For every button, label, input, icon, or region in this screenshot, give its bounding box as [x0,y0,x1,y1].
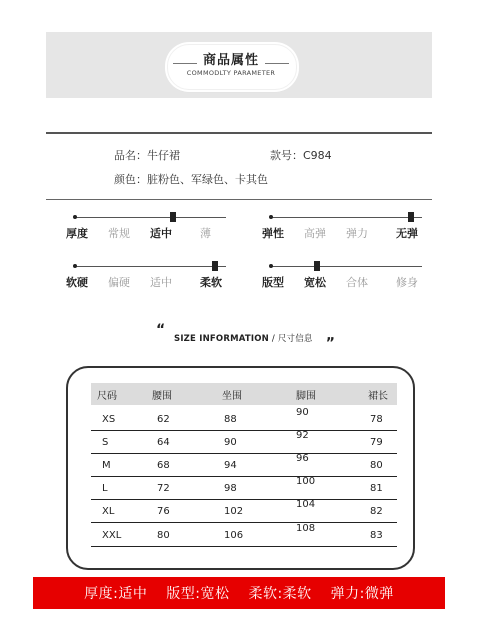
size-table-header-bg [91,383,397,405]
attribute-name: 弹性 [262,227,284,240]
attribute-option-selected: 无弹 [396,227,418,240]
attribute-name: 版型 [262,276,284,289]
attribute-option-selected: 柔软 [200,276,222,289]
scale-start-dot [73,215,77,219]
table-cell: 68 [157,460,170,471]
table-cell: 108 [296,523,316,534]
attribute-option: 薄 [200,227,211,240]
table-header-cell: 脚围 [296,391,316,402]
table-cell: 72 [157,483,170,494]
quote-close: „ [326,328,336,344]
table-cell: 79 [370,437,383,448]
summary-item: 柔软:柔软 [248,586,312,602]
table-row-divider [91,430,397,431]
attribute-option: 高弹 [304,227,326,240]
scale-track [270,217,422,218]
product-sku: 款号：C984 [270,149,332,162]
summary-item: 厚度:适中 [84,586,148,602]
size-info-title: SIZE INFORMATION / 尺寸信息 [174,334,313,344]
table-cell: 98 [224,483,237,494]
scale-track [74,266,226,267]
table-cell: 62 [157,414,170,425]
table-cell: 100 [296,476,316,487]
summary-item: 弹力:微弹 [330,586,394,602]
attribute-option: 常规 [108,227,130,240]
table-cell: 80 [157,530,170,541]
table-cell: 90 [224,437,237,448]
table-cell: 96 [296,453,309,464]
table-cell: 83 [370,530,383,541]
table-row-divider [91,476,397,477]
scale-marker [314,261,320,271]
table-header-cell: 裙长 [368,391,388,402]
table-header-cell: 腰围 [152,391,172,402]
table-cell: XL [102,506,115,517]
attribute-option-selected: 适中 [150,227,172,240]
table-cell: 88 [224,414,237,425]
table-cell: M [102,460,111,471]
table-cell: 94 [224,460,237,471]
table-cell: 102 [224,506,244,517]
scale-start-dot [73,264,77,268]
attribute-option: 偏硬 [108,276,130,289]
page-subtitle: COMMODLTY PARAMETER [186,69,276,77]
table-cell: XS [102,414,116,425]
scale-track [270,266,422,267]
table-header-cell: 坐围 [222,391,242,402]
scale-marker [212,261,218,271]
table-cell: 80 [370,460,383,471]
divider-mid [46,199,432,200]
table-row-divider [91,522,397,523]
table-cell: 104 [296,499,316,510]
table-cell: 90 [296,407,309,418]
table-cell: L [102,483,108,494]
table-cell: XXL [102,530,122,541]
table-cell: 82 [370,506,383,517]
attribute-option: 适中 [150,276,172,289]
table-cell: 78 [370,414,383,425]
table-row-divider [91,453,397,454]
summary-item: 版型:宽松 [166,586,230,602]
attribute-name: 厚度 [66,227,88,240]
page-title: 商品属性 [167,49,295,68]
scale-marker [408,212,414,222]
table-header-cell: 尺码 [97,391,117,402]
table-cell: S [102,437,109,448]
table-row-divider [91,546,397,547]
quote-open: “ [156,322,166,338]
table-cell: 106 [224,530,244,541]
summary-text [33,583,445,603]
table-cell: 64 [157,437,170,448]
table-cell: 81 [370,483,383,494]
scale-start-dot [269,215,273,219]
scale-marker [170,212,176,222]
scale-start-dot [269,264,273,268]
attribute-option: 修身 [396,276,418,289]
attribute-name: 软硬 [66,276,88,289]
divider-top [46,132,432,134]
attribute-option: 合体 [346,276,368,289]
attribute-option: 弹力 [346,227,368,240]
product-name: 品名：牛仔裙 [114,149,180,162]
table-row-divider [91,499,397,500]
attribute-option-selected: 宽松 [304,276,326,289]
table-cell: 92 [296,430,309,441]
scale-track [74,217,226,218]
product-colors: 颜色：脏粉色、军绿色、卡其色 [114,173,268,186]
table-cell: 76 [157,506,170,517]
